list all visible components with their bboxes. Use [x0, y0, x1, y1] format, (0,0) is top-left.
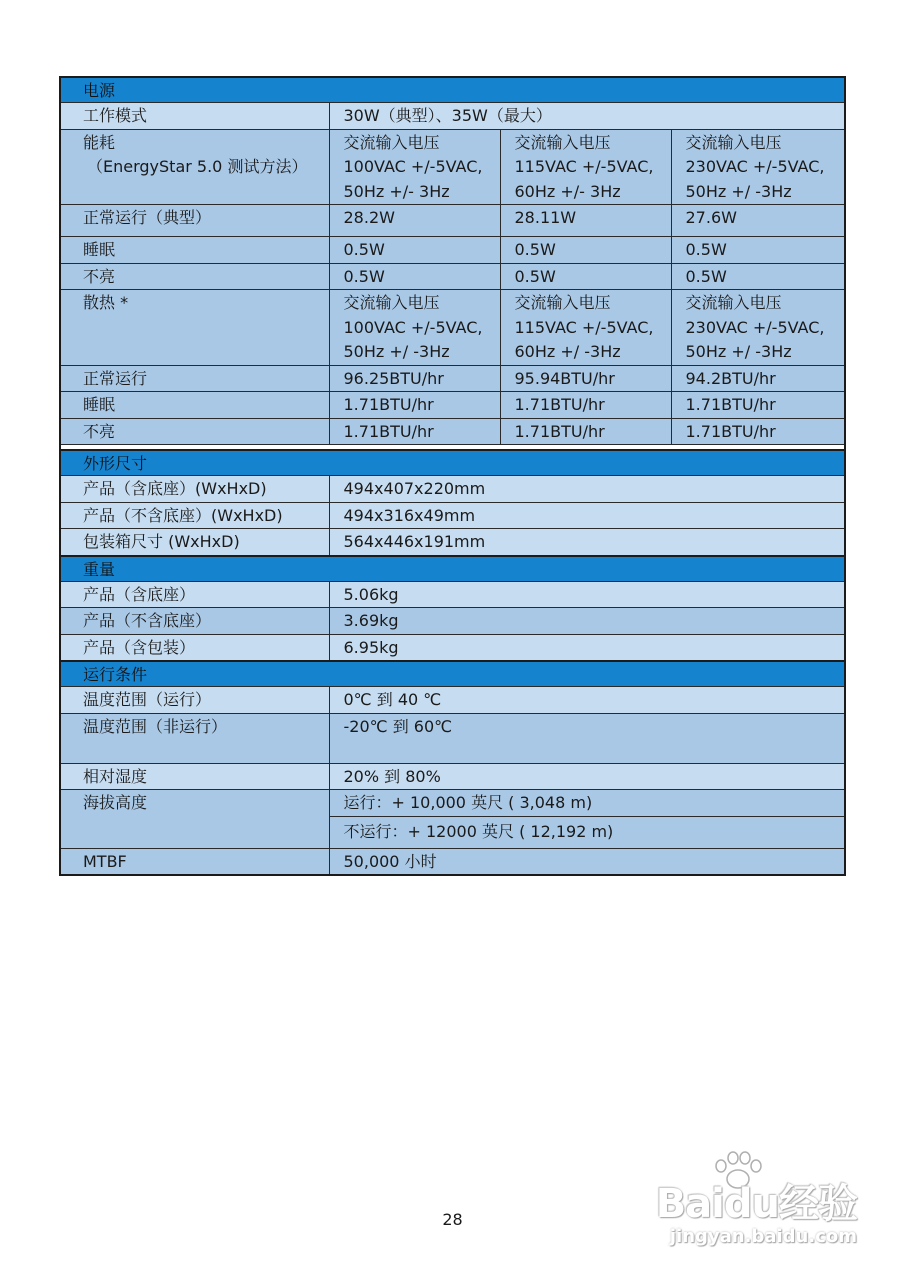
- table-row: [60, 790, 845, 817]
- page-number: 28: [442, 1210, 463, 1229]
- row-value: 0.5W: [500, 237, 671, 264]
- row-label: 正常运行: [60, 365, 329, 392]
- heat-voltage-cell: [671, 290, 845, 366]
- table-row: [60, 687, 845, 714]
- consumption-method: （EnergyStar 5.0 测试方法）: [87, 157, 308, 176]
- watermark-url: jingyan.baidu.com: [669, 1226, 857, 1247]
- row-label: 产品（含包装）: [60, 634, 329, 661]
- cell-line: 115VAC +/-5VAC,: [514, 317, 654, 337]
- cell-line: 230VAC +/-5VAC,: [685, 317, 825, 337]
- row-label: MTBF: [60, 848, 329, 875]
- row-label: 海拔高度: [60, 790, 329, 849]
- cell-line: 交流输入电压: [685, 293, 782, 312]
- table-row: [60, 581, 845, 608]
- row-label: 包装箱尺寸 (WxHxD): [60, 529, 329, 556]
- row-value: 28.2W: [329, 205, 500, 237]
- cell-line: 交流输入电压: [685, 132, 782, 152]
- input-voltage-cell: [671, 129, 845, 205]
- input-voltage-cell: [500, 129, 671, 205]
- table-row: [60, 713, 845, 763]
- row-value: 50,000 小时: [329, 848, 845, 875]
- row-label: 散热 *: [60, 290, 329, 366]
- row-value: 0.5W: [329, 263, 500, 290]
- row-value: 494x316x49mm: [329, 502, 845, 529]
- cell-line: 交流输入电压: [514, 132, 611, 152]
- cell-line: 50Hz +/ -3Hz: [343, 342, 450, 361]
- cell-line: 50Hz +/ -3Hz: [685, 181, 792, 201]
- row-label: 工作模式: [60, 103, 329, 130]
- cell-line: 交流输入电压: [343, 293, 440, 312]
- section-header-power: [60, 77, 845, 103]
- section-title: 外形尺寸: [60, 450, 845, 476]
- cell-line: 60Hz +/- 3Hz: [514, 181, 621, 201]
- table-row: [60, 529, 845, 556]
- row-value: 0.5W: [329, 237, 500, 264]
- section-title: 电源: [60, 77, 845, 103]
- table-row: [60, 392, 845, 419]
- table-row: [60, 103, 845, 130]
- cell-line: 50Hz +/ -3Hz: [685, 342, 792, 361]
- cell-line: 60Hz +/ -3Hz: [514, 342, 621, 361]
- cell-line: 50Hz +/- 3Hz: [343, 181, 450, 201]
- table-row: [60, 263, 845, 290]
- row-label: 睡眠: [60, 392, 329, 419]
- cell-line: 交流输入电压: [514, 293, 611, 312]
- row-value: 1.71BTU/hr: [500, 418, 671, 445]
- consumption-label: 能耗: [83, 132, 116, 152]
- spec-table: [59, 76, 846, 876]
- row-value: 运行：+ 10,000 英尺 ( 3,048 m): [329, 790, 845, 817]
- table-row: [60, 502, 845, 529]
- cell-line: 115VAC +/-5VAC,: [514, 157, 654, 176]
- row-value: 0.5W: [671, 237, 845, 264]
- row-label: 产品（不含底座）(WxHxD): [60, 502, 329, 529]
- table-row: [60, 418, 845, 445]
- row-value: 30W（典型）、35W（最大）: [329, 103, 845, 130]
- row-label: 产品（含底座）: [60, 581, 329, 608]
- section-title: 重量: [60, 556, 845, 582]
- table-row: [60, 848, 845, 875]
- row-value: 28.11W: [500, 205, 671, 237]
- table-row: [60, 608, 845, 635]
- watermark-brand: Baidu经验: [655, 1181, 857, 1227]
- row-value: 0℃ 到 40 ℃: [329, 687, 845, 714]
- row-value: 564x446x191mm: [329, 529, 845, 556]
- row-label: 产品（含底座）(WxHxD): [60, 476, 329, 503]
- row-label: 不亮: [60, 263, 329, 290]
- row-label: [60, 129, 329, 205]
- cell-line: 230VAC +/-5VAC,: [685, 157, 825, 176]
- row-value: 96.25BTU/hr: [329, 365, 500, 392]
- row-value: 494x407x220mm: [329, 476, 845, 503]
- row-value: 1.71BTU/hr: [500, 392, 671, 419]
- table-row: [60, 476, 845, 503]
- table-row: [60, 290, 845, 366]
- section-header-dimensions: [60, 450, 845, 476]
- row-label: 不亮: [60, 418, 329, 445]
- row-value: 不运行：+ 12000 英尺 ( 12,192 m): [329, 816, 845, 848]
- row-label: 相对湿度: [60, 763, 329, 790]
- row-value: 1.71BTU/hr: [329, 418, 500, 445]
- row-value: 94.2BTU/hr: [671, 365, 845, 392]
- row-value: 3.69kg: [329, 608, 845, 635]
- row-value: 1.71BTU/hr: [671, 418, 845, 445]
- row-value: 5.06kg: [329, 581, 845, 608]
- table-row: [60, 205, 845, 237]
- row-value: 27.6W: [671, 205, 845, 237]
- heat-voltage-cell: [329, 290, 500, 366]
- row-label: 正常运行（典型）: [60, 205, 329, 237]
- cell-line: 交流输入电压: [343, 132, 440, 152]
- section-header-weight: [60, 556, 845, 582]
- table-row: [60, 365, 845, 392]
- row-label: 产品（不含底座）: [60, 608, 329, 635]
- row-value: 0.5W: [671, 263, 845, 290]
- row-value: 0.5W: [500, 263, 671, 290]
- row-label: 睡眠: [60, 237, 329, 264]
- row-value: 1.71BTU/hr: [671, 392, 845, 419]
- section-header-operating: [60, 661, 845, 687]
- row-value: -20℃ 到 60℃: [329, 713, 845, 763]
- cell-line: 100VAC +/-5VAC,: [343, 317, 483, 337]
- table-row: [60, 763, 845, 790]
- cell-line: 100VAC +/-5VAC,: [343, 157, 483, 176]
- baidu-watermark: [627, 1150, 857, 1255]
- row-value: 95.94BTU/hr: [500, 365, 671, 392]
- section-title: 运行条件: [60, 661, 845, 687]
- table-row: [60, 634, 845, 661]
- table-row: [60, 129, 845, 205]
- input-voltage-cell: [329, 129, 500, 205]
- row-label: 温度范围（运行）: [60, 687, 329, 714]
- row-label: 温度范围（非运行）: [60, 713, 329, 763]
- heat-voltage-cell: [500, 290, 671, 366]
- row-value: 6.95kg: [329, 634, 845, 661]
- row-value: 20% 到 80%: [329, 763, 845, 790]
- row-value: 1.71BTU/hr: [329, 392, 500, 419]
- table-row: [60, 237, 845, 264]
